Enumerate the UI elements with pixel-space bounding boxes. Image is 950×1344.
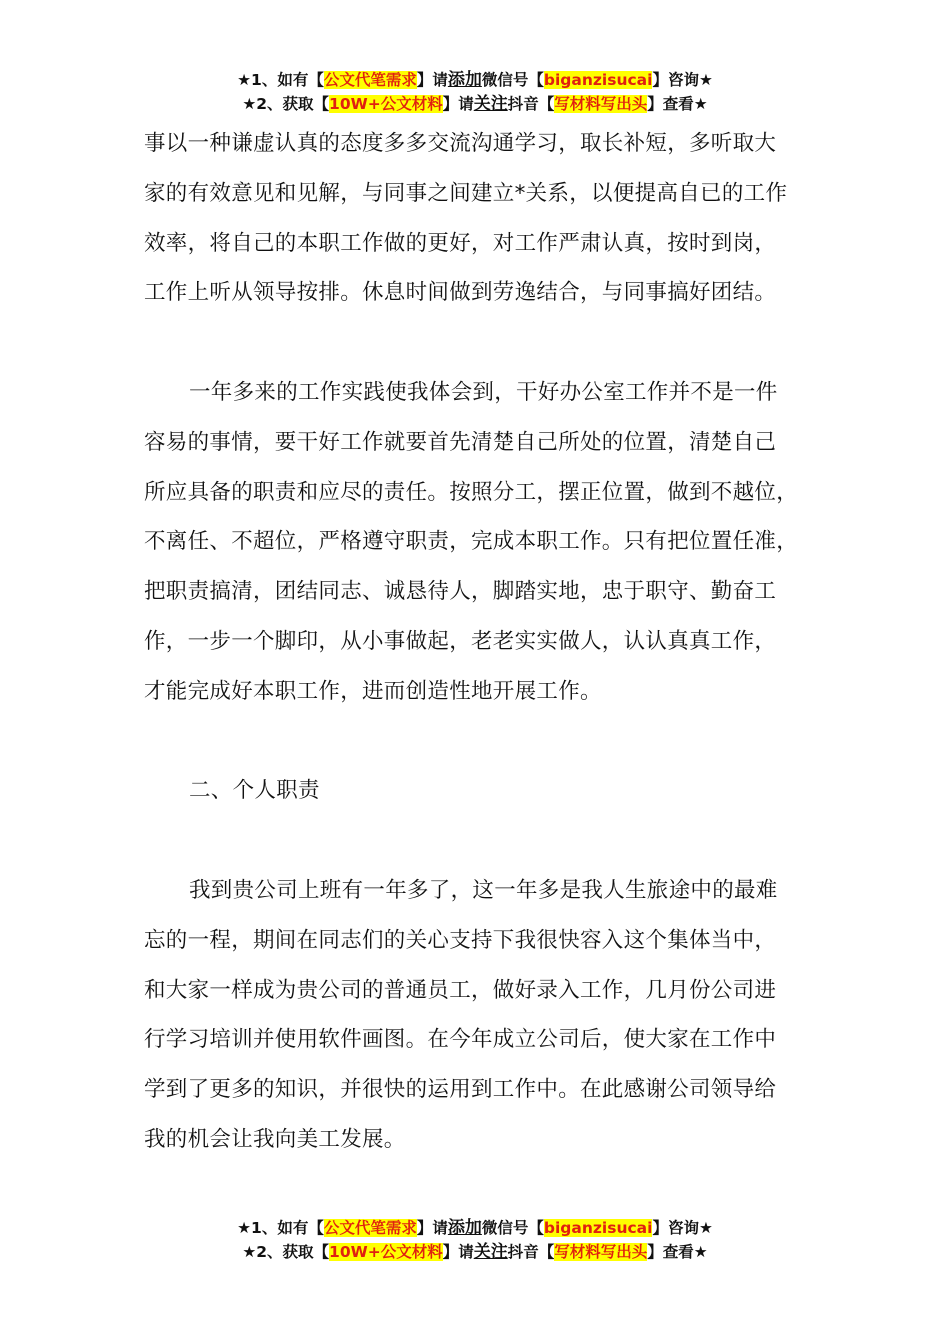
highlight-douyin: 写材料写出头 [554, 95, 648, 113]
text-line: 所应具备的职责和应尽的责任。按照分工，摆正位置，做到不越位， [144, 479, 799, 505]
banner-text: 】请 [416, 1219, 448, 1237]
highlight-wechat-id: biganzisucai [543, 1219, 653, 1237]
paragraph-1 [144, 119, 834, 318]
text-line: 效率，将自己的本职工作做的更好，对工作严肃认真，按时到岗， [144, 230, 777, 256]
text-line: 行学习培训并使用软件画图。在今年成立公司后，使大家在工作中 [144, 1027, 777, 1053]
text-line: 容易的事情，要干好工作就要首先清楚自己所处的位置，清楚自己 [144, 429, 777, 455]
star-icon: ★ [237, 1219, 252, 1237]
footer-banner [0, 1216, 950, 1264]
text-line: 学到了更多的知识，并很快的运用到工作中。在此感谢公司领导给 [144, 1077, 777, 1103]
banner-text: 抖音【 [507, 95, 555, 113]
star-icon: ★ [242, 1243, 257, 1261]
text-line: 一年多来的工作实践使我体会到，干好办公室工作并不是一件 [189, 379, 778, 405]
banner-text: 】请 [442, 1243, 474, 1261]
text-line: 把职责搞清，团结同志、诚恳待人，脚踏实地，忠于职守、勤奋工 [144, 579, 777, 605]
text-line: 不离任、不超位，严格遵守职责，完成本职工作。只有把位置任准， [144, 529, 799, 555]
banner-emphasis: 关注 [473, 1242, 508, 1262]
banner-line-2 [0, 1240, 950, 1264]
highlight-materials: 10W+公文材料 [329, 95, 443, 113]
banner-text: 微信号【 [481, 1219, 544, 1237]
text-line: 我的机会让我向美工发展。 [144, 1126, 406, 1152]
banner-text: 1、如有【 [251, 71, 324, 89]
banner-text: 】请 [442, 95, 474, 113]
banner-text: 】咨询★ [652, 1219, 713, 1237]
text-line: 才能完成好本职工作，进而创造性地开展工作。 [144, 678, 602, 704]
banner-emphasis: 添加 [447, 1218, 482, 1238]
banner-text: 】咨询★ [652, 71, 713, 89]
text-line: 工作上听从领导按排。休息时间做到劳逸结合，与同事搞好团结。 [144, 280, 777, 306]
header-banner [0, 68, 950, 116]
banner-text: 】查看★ [647, 1243, 708, 1261]
highlight-materials: 10W+公文材料 [329, 1243, 443, 1261]
highlight-wechat-id: biganzisucai [543, 71, 653, 89]
banner-emphasis: 添加 [447, 70, 482, 90]
banner-text: 】请 [416, 71, 448, 89]
banner-text: 2、获取【 [256, 1243, 330, 1261]
heading-text: 二、个人职责 [189, 778, 320, 804]
banner-line-2 [0, 92, 950, 116]
banner-text: 抖音【 [507, 1243, 555, 1261]
highlight-douyin: 写材料写出头 [554, 1243, 648, 1261]
star-icon: ★ [242, 95, 257, 113]
star-icon: ★ [237, 71, 252, 89]
text-line: 事以一种谦虚认真的态度多多交流沟通学习，取长补短，多听取大 [144, 131, 777, 156]
paragraph-2 [144, 368, 834, 717]
highlight-service: 公文代笔需求 [323, 1219, 417, 1237]
banner-text: 】查看★ [647, 95, 708, 113]
section-heading [144, 766, 834, 816]
text-line: 和大家一样成为贵公司的普通员工，做好录入工作，几月份公司进 [144, 977, 777, 1003]
text-line: 家的有效意见和见解，与同事之间建立*关系，以便提高自已的工作 [144, 180, 788, 206]
paragraph-3 [144, 866, 834, 1165]
text-line: 作，一步一个脚印，从小事做起，老老实实做人，认认真真工作， [144, 628, 777, 654]
banner-line-1 [0, 68, 950, 92]
text-line: 忘的一程，期间在同志们的关心支持下我很快容入这个集体当中， [144, 927, 777, 953]
banner-line-1 [0, 1216, 950, 1240]
highlight-service: 公文代笔需求 [323, 71, 417, 89]
banner-text: 1、如有【 [251, 1219, 324, 1237]
banner-text: 2、获取【 [256, 95, 330, 113]
document-body [144, 119, 834, 1165]
banner-emphasis: 关注 [473, 94, 508, 114]
text-line: 我到贵公司上班有一年多了，这一年多是我人生旅途中的最难 [189, 877, 778, 903]
banner-text: 微信号【 [481, 71, 544, 89]
